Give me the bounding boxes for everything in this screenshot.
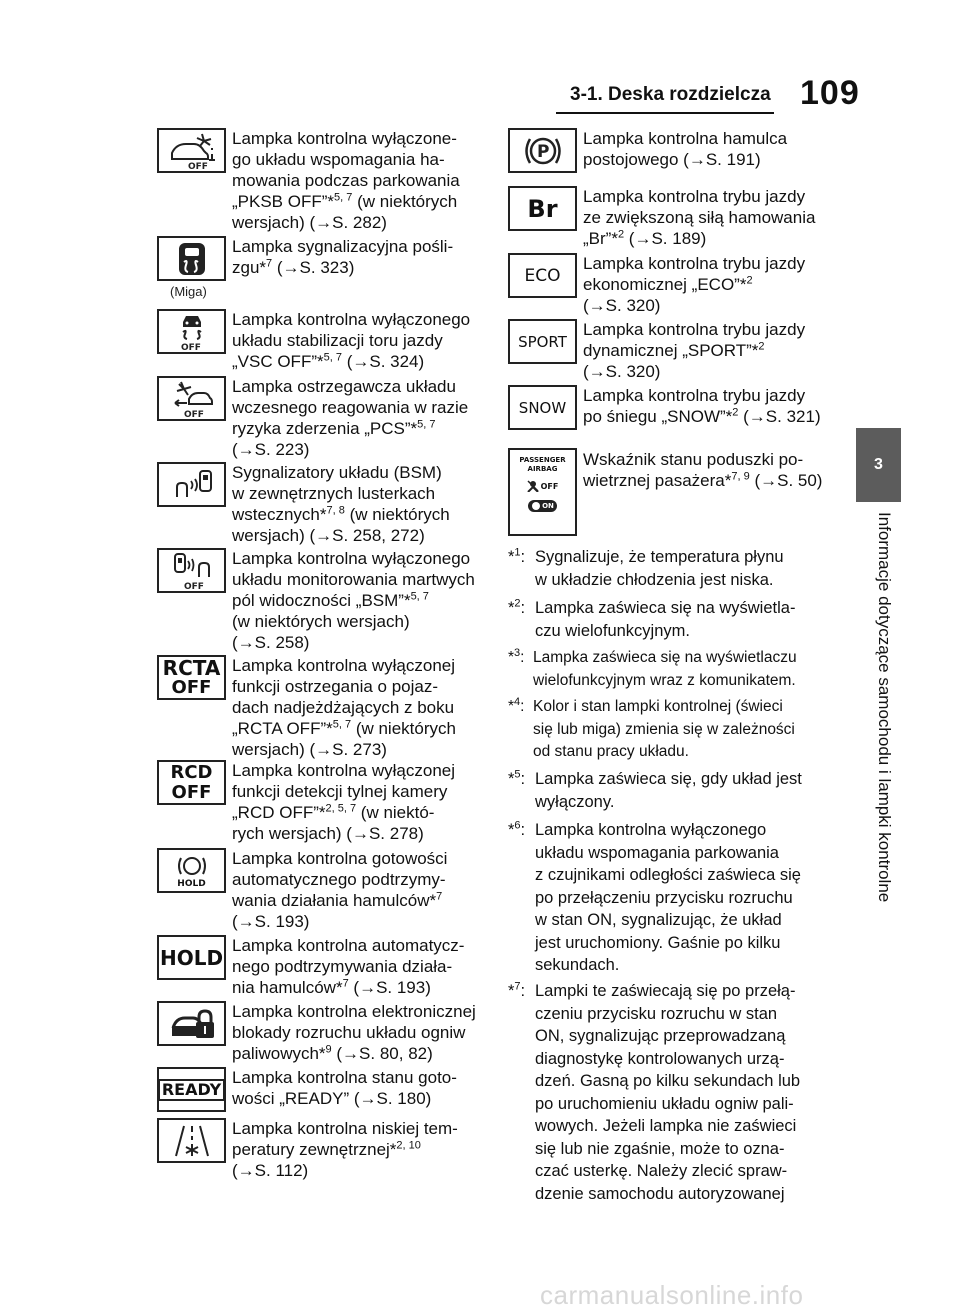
footnote: *$^4$: Kolor i stan lampki kontrolnej (świeci się lub miga) zmienia się w zależności od stanu pracy układu. <box>508 695 795 760</box>
entry-ready: Lampka kontrolna stanu goto- wości „READY” (→S. 180) <box>232 1068 457 1108</box>
rcd-off-icon: RCD OFF <box>157 760 226 805</box>
slip-indicator-icon <box>157 236 226 281</box>
footnote: *$^1$: Sygnalizuje, że temperatura płynu w układzie chłodzenia jest niska. <box>508 546 784 589</box>
hold-icon: HOLD <box>157 935 226 980</box>
svg-text:OFF: OFF <box>183 581 204 591</box>
svg-text:OFF: OFF <box>187 161 208 170</box>
entry-low-temp: Lampka kontrolna niskiej tem- peratury zewnętrznej*$^{2, 10}$ (→S. 112) <box>232 1119 458 1180</box>
entry-rcd-off: Lampka kontrolna wyłączonej funkcji detekcji tylnej kamery „RCD OFF”*$^{2, 5, 7}$ (w niektó- rych wersjach) (→S. 278) <box>232 761 456 843</box>
entry-slip: Lampka sygnalizacyjna pośli- zgu*$^7$ (→S. 323) <box>232 237 454 277</box>
pksb-off-icon <box>157 128 226 173</box>
entry-sport-mode: Lampka kontrolna trybu jazdy dynamicznej „SPORT”*$^2$ (→S. 320) <box>583 320 806 381</box>
entry-fuel-lock: Lampka kontrolna elektronicznej blokady rozruchu układu ogniw paliwowych*$^9$ (→S. 80, 82) <box>232 1002 476 1063</box>
footnote: *$^3$: Lampka zaświeca się na wyświetlaczu wielofunkcyjnym wraz z komunikatem. <box>508 646 797 689</box>
pcs-warning-icon <box>157 376 226 421</box>
footnote: *$^2$: Lampka zaświeca się na wyświetla- czu wielofunkcyjnym. <box>508 597 796 640</box>
watermark: carmanualsonline.info <box>540 1280 804 1310</box>
vsc-off-icon <box>157 309 226 354</box>
slip-caption: (Miga) <box>170 284 207 299</box>
header-rule <box>556 112 774 114</box>
low-temp-icon <box>157 1118 226 1163</box>
passenger-airbag-icon: PASSENGER AIRBAG OFF ON <box>508 448 577 536</box>
footnote: *$^7$: Lampki te zaświecają się po przełą- czeniu przycisku rozruchu w stan ON, sygnalizując przeprowadzaną diagnostykę kontrolowanych urzą- dzeń. Gasną po kilku sekundach lub po uruchomieniu układu ogniw pali- wowych. Jeżeli lampka nie zaświeci się lub nie zgaśnie, może to ozna- czać usterkę. Należy zlecić spraw- dzenie samochodu autoryzowanej <box>508 980 801 1203</box>
entry-pcs: Lampka ostrzegawcza układu wczesnego reagowania w razie ryzyka zderzenia „PCS”*$^{5, 7}$ (→S. 223) <box>232 377 469 459</box>
chapter-title: Informacje dotyczące samochodu i lampki kontrolne <box>875 512 894 903</box>
entry-br-mode: Lampka kontrolna trybu jazdy ze zwiększoną siłą hamowania „Br”*$^2$ (→S. 189) <box>583 187 816 248</box>
entry-eco-mode: Lampka kontrolna trybu jazdy ekonomicznej „ECO”*$^2$ (→S. 320) <box>583 254 806 315</box>
bsm-off-icon <box>157 548 226 593</box>
section-title: 3-1. Deska rozdzielcza <box>570 84 771 105</box>
footnote: *$^5$: Lampka zaświeca się, gdy układ jest wyłączony. <box>508 768 802 811</box>
entry-bsm: Sygnalizatory układu (BSM) w zewnętrznych lusterkach wstecznych*$^{7, 8}$ (w niektórych wersjach) (→S. 258, 272) <box>232 463 450 545</box>
fuel-lock-icon <box>157 1001 226 1046</box>
eco-mode-icon: ECO <box>508 253 577 298</box>
page-number: 109 <box>800 74 860 112</box>
svg-text:OFF: OFF <box>180 342 201 352</box>
svg-text:OFF: OFF <box>183 409 204 419</box>
br-mode-icon: Br <box>508 186 577 231</box>
entry-passenger-airbag: Wskaźnik stanu poduszki po- wietrznej pasażera*$^{7, 9}$ (→S. 50) <box>583 450 823 490</box>
entry-hold-standby: Lampka kontrolna gotowości automatycznego podtrzymy- wania działania hamulców*$^7$ (→S. 193) <box>232 849 448 931</box>
sport-mode-icon: SPORT <box>508 319 577 364</box>
footnote: *$^6$: Lampka kontrolna wyłączonego układu wspomagania parkowania z czujnikami odległości zaświeca się po przełączeniu przycisku rozruchu w stan ON, sygnalizując, że układ jest uruchomiony. Gaśnie po kilku sekundach. <box>508 819 801 974</box>
entry-pksb-off: Lampka kontrolna wyłączone- go układu wspomagania ha- mowania podczas parkowania „PKSB OFF”*$^{5, 7}$ (w niektórych wersjach) (→S. 282) <box>232 129 460 232</box>
entry-bsm-off: Lampka kontrolna wyłączonego układu monitorowania martwych pól widoczności „BSM”*$^{5, 7}$ (w niektórych wersjach) (→S. 258) <box>232 549 475 652</box>
brake-hold-standby-icon: HOLD <box>157 848 226 893</box>
entry-vsc-off: Lampka kontrolna wyłączonego układu stabilizacji toru jazdy „VSC OFF”*$^{5, 7}$ (→S. 324) <box>232 310 471 371</box>
rcta-off-icon: RCTA OFF <box>157 655 226 700</box>
snow-mode-icon: SNOW <box>508 385 577 430</box>
entry-parking-brake: Lampka kontrolna hamulca postojowego (→S. 191) <box>583 129 788 169</box>
chapter-tab[interactable]: 3 <box>856 428 901 502</box>
entry-rcta-off: Lampka kontrolna wyłączonej funkcji ostrzegania o pojaz- dach nadjeżdżających z boku „RCTA OFF”*$^{5, 7}$ (w niektórych wersjach) (→S. 273) <box>232 656 456 759</box>
entry-snow-mode: Lampka kontrolna trybu jazdy po śniegu „SNOW”*$^2$ (→S. 321) <box>583 386 821 426</box>
ready-icon: READY <box>157 1067 226 1112</box>
svg-text:P: P <box>536 141 549 162</box>
bsm-mirror-icon <box>157 462 226 507</box>
entry-hold: Lampka kontrolna automatycz- nego podtrzymywania działa- nia hamulców*$^7$ (→S. 193) <box>232 936 465 997</box>
parking-brake-icon <box>508 128 577 173</box>
